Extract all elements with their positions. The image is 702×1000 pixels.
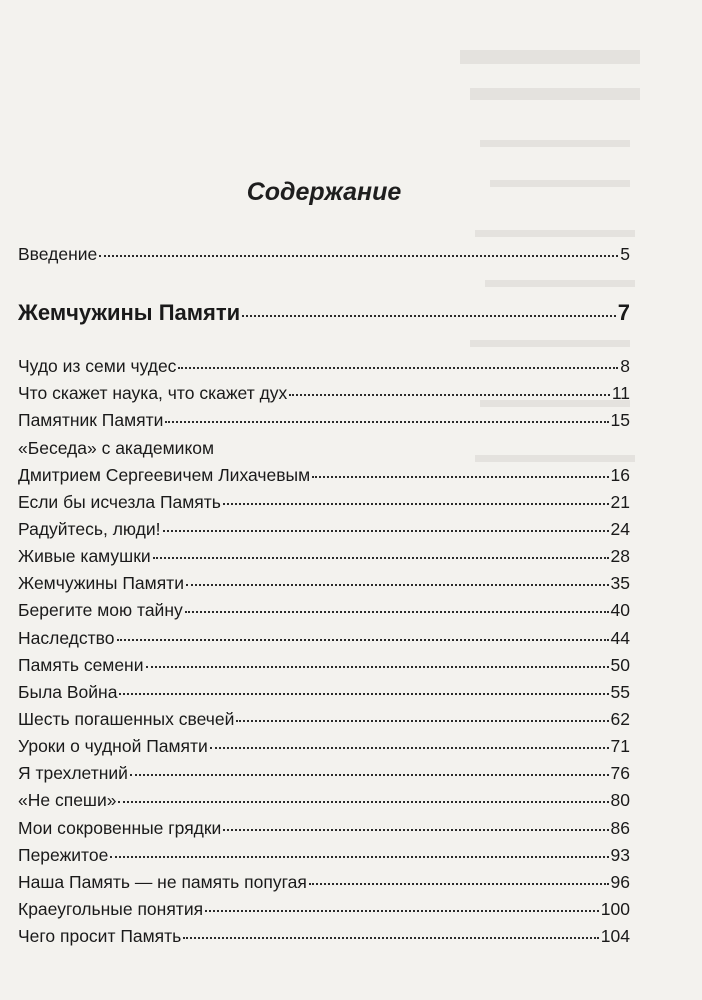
toc-entry-introduction[interactable] [18, 243, 630, 265]
toc-page [18, 0, 630, 1000]
toc-entry-page: 104 [600, 926, 630, 946]
toc-entry-page: 8 [620, 356, 630, 376]
toc-entry-page: 40 [610, 600, 630, 620]
toc-entry-label: Пережитое [18, 845, 109, 865]
toc-entry[interactable] [18, 925, 630, 947]
toc-entry-page: 5 [620, 244, 630, 264]
toc-entry[interactable] [18, 491, 630, 513]
toc-entry-label-line1[interactable]: «Беседа» с академиком [18, 438, 215, 458]
toc-entry[interactable] [18, 898, 630, 920]
toc-entry[interactable] [18, 572, 630, 594]
toc-entry[interactable] [18, 518, 630, 540]
toc-entry-label: Шесть погашенных свечей [18, 709, 235, 729]
toc-entry-label: Краеугольные понятия [18, 899, 204, 919]
toc-entry-page: 24 [610, 519, 630, 539]
toc-entry-page: 55 [610, 682, 630, 702]
toc-entry-page: 71 [610, 736, 630, 756]
dot-leader [163, 530, 609, 532]
dot-leader [117, 639, 609, 641]
toc-entry[interactable] [18, 382, 630, 404]
dot-leader [223, 829, 608, 831]
toc-entry[interactable] [18, 409, 630, 431]
dot-leader [110, 856, 608, 858]
dot-leader [165, 421, 608, 423]
toc-entry-label: Берегите мою тайну [18, 600, 183, 620]
toc-entry-label: Чудо из семи чудес [18, 356, 177, 376]
toc-entry-label: Дмитрием Сергеевичем Лихачевым [18, 465, 311, 485]
toc-entry-page: 11 [611, 383, 630, 403]
dot-leader [118, 801, 608, 803]
toc-entry[interactable] [18, 844, 630, 866]
toc-entry-label: Введение [18, 244, 98, 264]
toc-entry-label: Была Война [18, 682, 118, 702]
toc-entry-label: Если бы исчезла Память [18, 492, 221, 512]
toc-entry[interactable] [18, 464, 630, 486]
toc-entry[interactable] [18, 871, 630, 893]
toc-chapter-pearls-of-memory[interactable] [18, 300, 630, 326]
toc-entry-label: Живые камушки [18, 546, 151, 566]
dot-leader [236, 720, 608, 722]
toc-entry-page: 100 [600, 899, 630, 919]
toc-entry[interactable] [18, 599, 630, 621]
toc-entry[interactable] [18, 355, 630, 377]
toc-entry[interactable] [18, 708, 630, 730]
toc-entry-page: 15 [610, 410, 630, 430]
dot-leader [289, 394, 610, 396]
toc-entry-page: 93 [610, 845, 630, 865]
toc-entry-page: 44 [610, 628, 630, 648]
toc-entry-label: Чего просит Память [18, 926, 182, 946]
toc-chapter-label: Жемчужины Памяти [18, 300, 241, 325]
dot-leader [119, 693, 608, 695]
dot-leader [205, 910, 599, 912]
toc-entry-label: Жемчужины Памяти [18, 573, 184, 593]
toc-entry[interactable] [18, 654, 630, 676]
toc-entry-page: 96 [610, 872, 630, 892]
dot-leader [153, 557, 609, 559]
toc-entry-label: Наша Память — не память попугая [18, 872, 307, 892]
toc-chapter-page: 7 [617, 300, 630, 325]
toc-entry-label: Уроки о чудной Памяти [18, 736, 208, 756]
toc-entry[interactable] [18, 817, 630, 839]
toc-entry-page: 28 [610, 546, 630, 566]
toc-entry-page: 62 [610, 709, 630, 729]
toc-entry-label: Я трехлетний [18, 763, 128, 783]
toc-entry-page: 35 [610, 573, 630, 593]
toc-entry-label: Мои сокровенные грядки [18, 818, 222, 838]
toc-entry[interactable] [18, 762, 630, 784]
dot-leader [183, 937, 599, 939]
dot-leader [99, 255, 618, 257]
dot-leader [146, 666, 609, 668]
dot-leader [309, 883, 609, 885]
toc-entry[interactable] [18, 789, 630, 811]
toc-entry-page: 76 [610, 763, 630, 783]
toc-entry-page: 50 [610, 655, 630, 675]
toc-entry-label: Наследство [18, 628, 115, 648]
toc-entry-label: «Не спеши» [18, 790, 117, 810]
toc-heading: Содержание [246, 178, 402, 206]
dot-leader [223, 503, 609, 505]
dot-leader [178, 367, 618, 369]
dot-leader [242, 315, 616, 317]
toc-entry-page: 80 [610, 790, 630, 810]
toc-entry-page: 86 [610, 818, 630, 838]
toc-entry[interactable] [18, 545, 630, 567]
dot-leader [130, 774, 609, 776]
dot-leader [312, 476, 608, 478]
dot-leader [210, 747, 609, 749]
toc-entry-page: 16 [610, 465, 630, 485]
toc-entry-label: Радуйтесь, люди! [18, 519, 161, 539]
toc-entry-label: Память семени [18, 655, 144, 675]
dot-leader [186, 584, 609, 586]
toc-entry-label: Памятник Памяти [18, 410, 164, 430]
dot-leader [185, 611, 609, 613]
toc-entry-page: 21 [610, 492, 630, 512]
toc-entry-label: Что скажет наука, что скажет дух [18, 383, 288, 403]
toc-entry[interactable] [18, 681, 630, 703]
toc-entry[interactable] [18, 627, 630, 649]
toc-entry[interactable] [18, 735, 630, 757]
